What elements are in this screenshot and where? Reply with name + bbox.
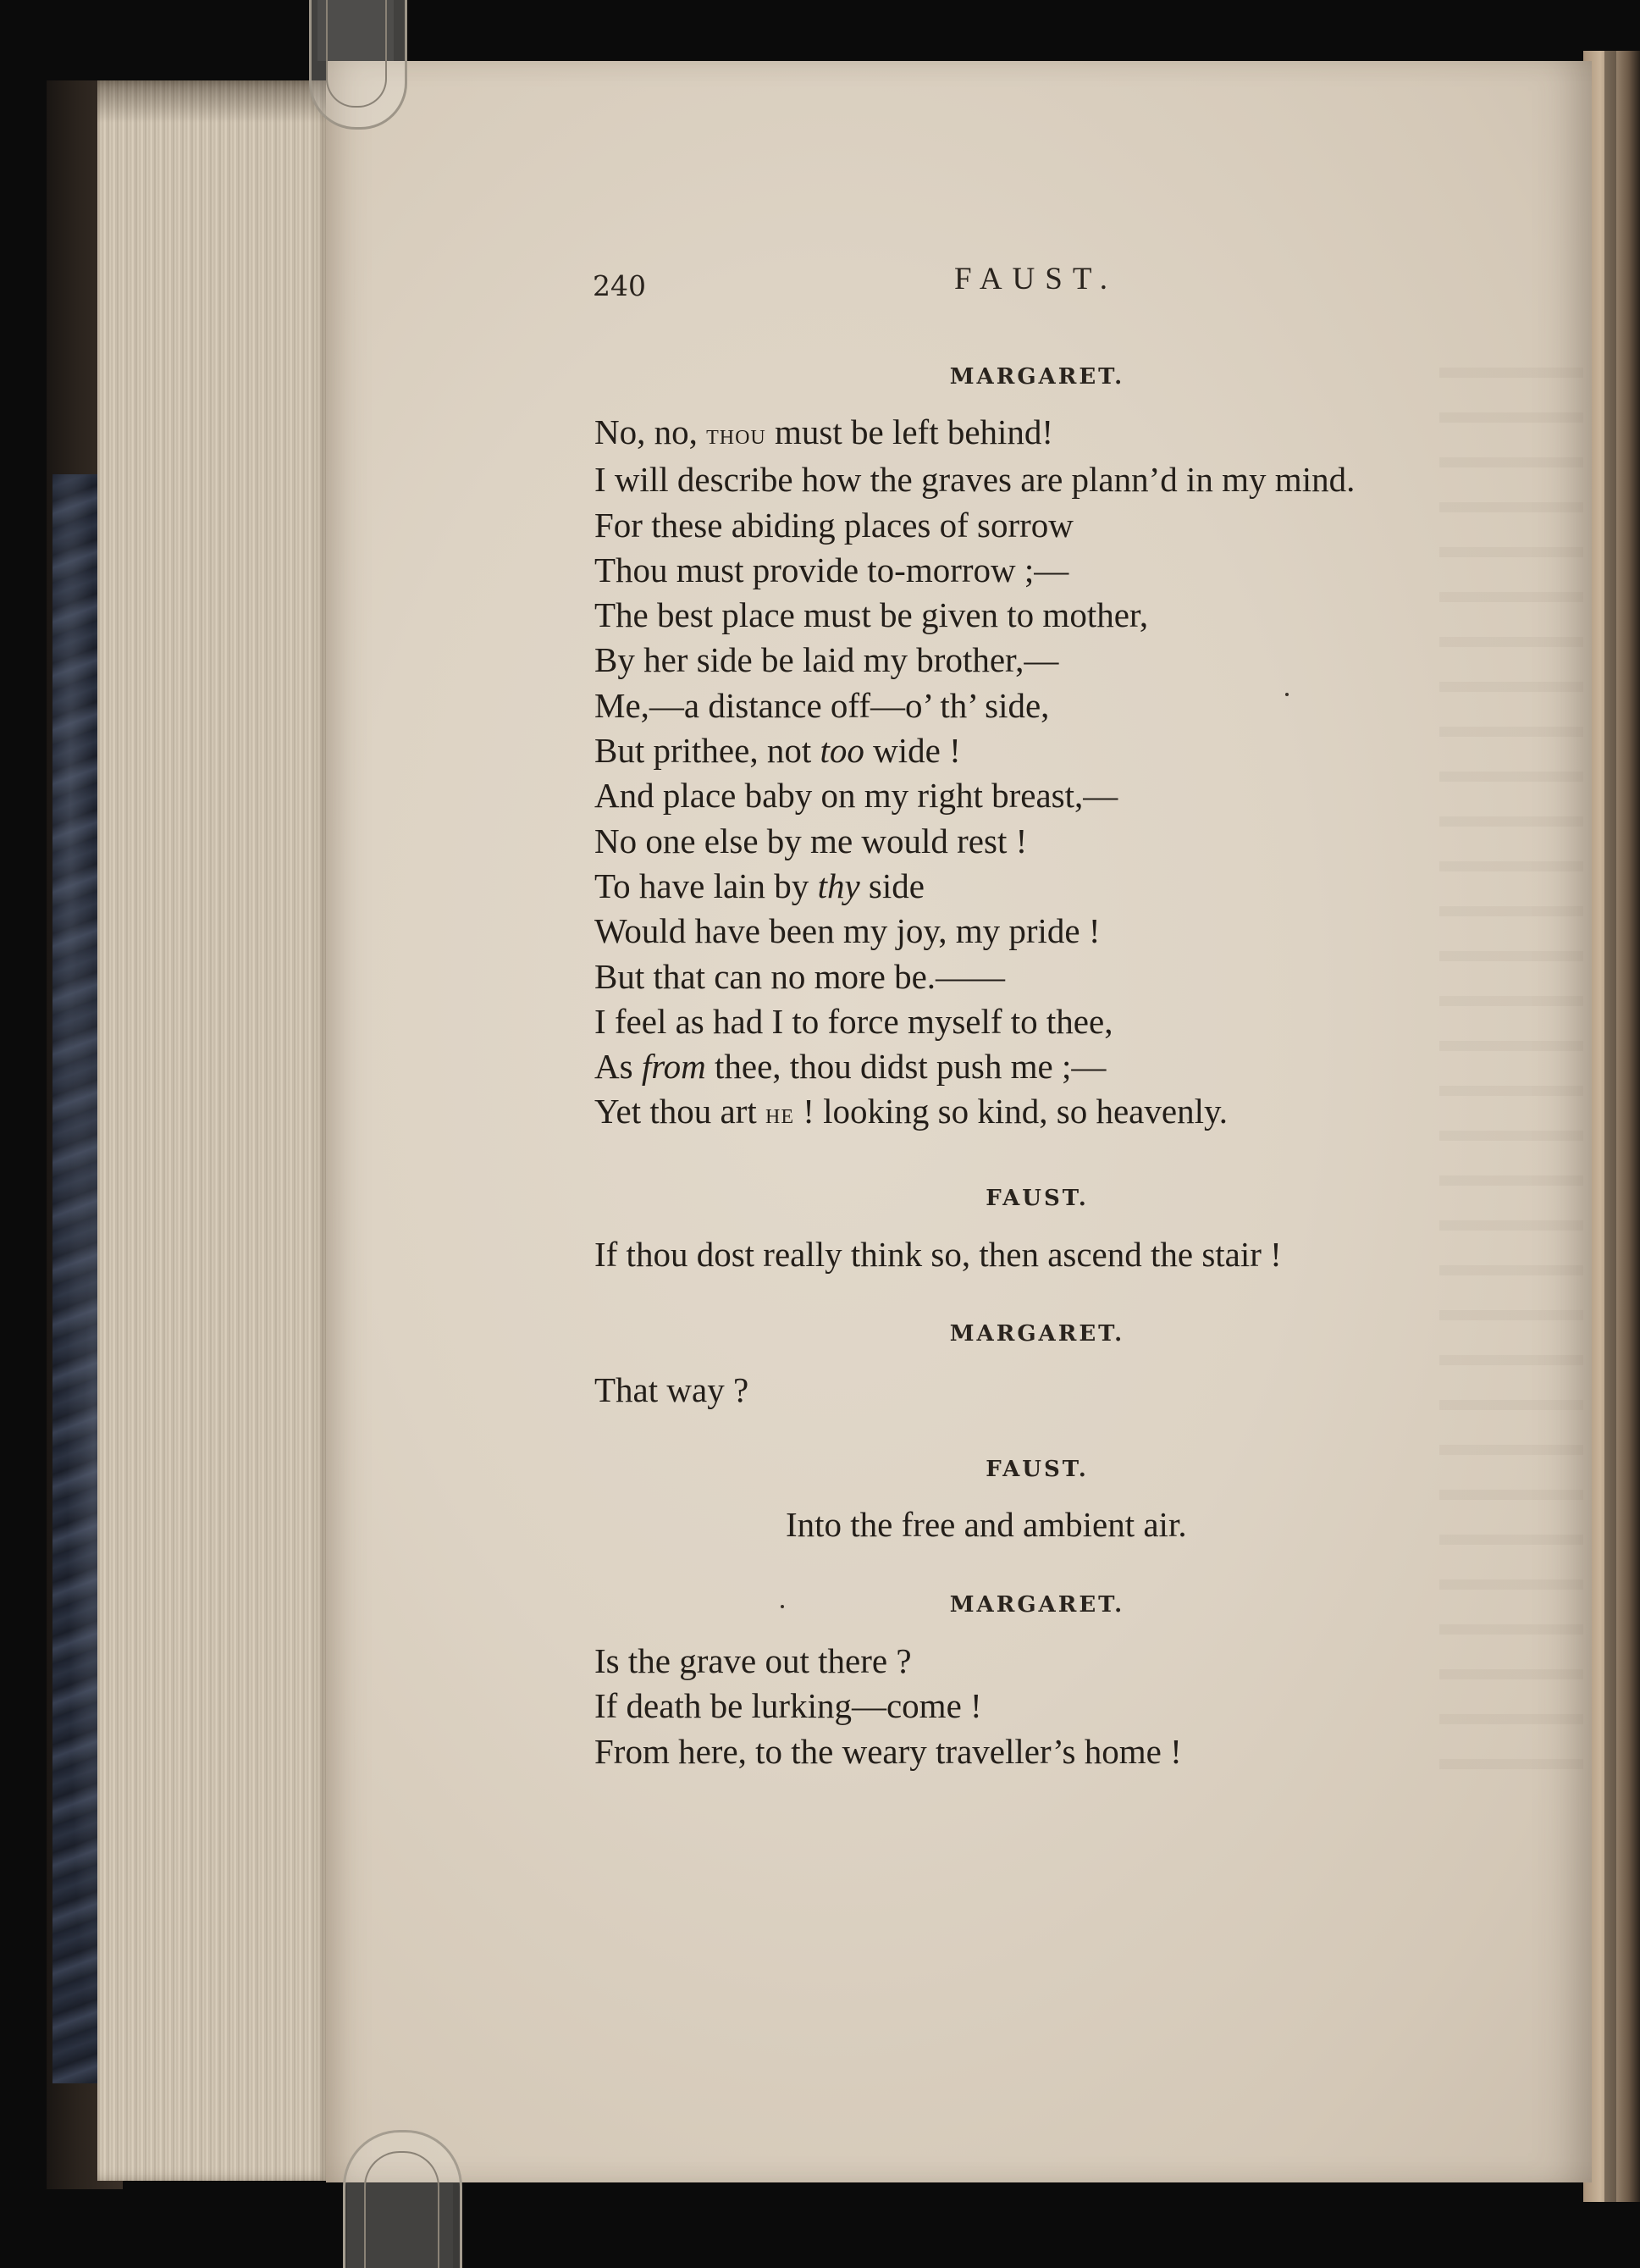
verse-text: Would have been my joy, my pride ! xyxy=(594,911,1101,951)
verse-line xyxy=(594,728,1355,773)
verse-text: Thou must provide to-morrow ;— xyxy=(594,550,1069,589)
verse-text: I feel as had I to force myself to thee, xyxy=(594,1001,1113,1041)
verse-text: side xyxy=(859,866,925,905)
verse-emphasis: too xyxy=(820,731,864,771)
verse-text: For these abiding places of sorrow xyxy=(594,505,1074,545)
verse-text: The best place must be given to mother, xyxy=(594,595,1149,635)
verse-line xyxy=(594,864,1355,909)
verse-line xyxy=(594,638,1355,683)
verse-line xyxy=(594,503,1355,548)
verse-block xyxy=(594,1639,1182,1774)
verse-text: Is the grave out there ? xyxy=(594,1641,912,1680)
verse-text: That way ? xyxy=(594,1370,749,1409)
ink-speck xyxy=(1285,693,1289,696)
verse-text: Yet thou art xyxy=(594,1092,765,1131)
verse-emphasis: from xyxy=(641,1047,706,1087)
verse-text: No, no, xyxy=(594,412,707,451)
verse-line xyxy=(594,1089,1355,1137)
verse-line xyxy=(594,593,1355,638)
gutter-shadow xyxy=(1604,51,1616,2202)
verse-line xyxy=(786,1502,1187,1547)
verse-block xyxy=(594,1368,748,1413)
verse-text: Into the free and ambient air. xyxy=(786,1505,1187,1544)
ink-speck xyxy=(781,1605,784,1608)
verse-line xyxy=(594,1044,1355,1089)
verse-line xyxy=(594,954,1355,999)
verse-text: And place baby on my right breast,— xyxy=(594,776,1118,816)
verse-line xyxy=(594,1368,748,1413)
verse-block xyxy=(594,410,1355,1137)
speaker-heading: MARGARET. xyxy=(949,1592,1125,1618)
verse-text: To have lain by xyxy=(594,866,818,905)
verse-text: But prithee, not xyxy=(594,731,820,771)
verse-line xyxy=(594,410,1355,457)
verse-line xyxy=(594,1729,1182,1774)
verse-line xyxy=(594,773,1355,818)
show-through-text xyxy=(1439,339,1583,1778)
verse-line xyxy=(594,457,1355,502)
verse-line xyxy=(594,1684,1182,1729)
running-title: FAUST. xyxy=(954,262,1118,296)
verse-emphasis: thou xyxy=(706,419,766,451)
page-clip-top-inner xyxy=(326,0,387,108)
verse-text: No one else by me would rest ! xyxy=(594,821,1028,860)
verse-text: ! looking so kind, so heavenly. xyxy=(793,1092,1229,1131)
verse-line xyxy=(594,999,1355,1044)
verse-text: As xyxy=(594,1047,642,1087)
verse-block xyxy=(594,1232,1282,1277)
page-clip-bottom-inner xyxy=(364,2151,439,2268)
verse-text: must be left behind! xyxy=(765,412,1054,451)
verse-block xyxy=(786,1502,1187,1547)
verse-text: I will describe how the graves are plann’d in my mind. xyxy=(594,460,1356,500)
verse-text: thee, thou didst push me ;— xyxy=(705,1047,1107,1087)
verse-text: If thou dost really think so, then ascend the stair ! xyxy=(594,1235,1282,1274)
verse-text: But that can no more be.—— xyxy=(594,956,1006,996)
verse-text: If death be lurking—come ! xyxy=(594,1686,982,1726)
verse-line xyxy=(594,1232,1282,1277)
speaker-heading: MARGARET. xyxy=(949,1321,1125,1347)
verse-line xyxy=(594,683,1355,728)
page-number: 240 xyxy=(593,269,646,302)
verse-text: From here, to the weary traveller’s home ! xyxy=(594,1731,1182,1771)
verse-text: Me,—a distance off—o’ th’ side, xyxy=(594,685,1050,725)
verse-emphasis: thy xyxy=(817,866,860,905)
page-block-edges xyxy=(97,80,330,2181)
speaker-heading: MARGARET. xyxy=(949,364,1125,390)
speaker-heading: FAUST. xyxy=(986,1186,1089,1211)
verse-line xyxy=(594,909,1355,954)
verse-line xyxy=(594,819,1355,864)
verse-text: By her side be laid my brother,— xyxy=(594,640,1059,680)
verse-line xyxy=(594,548,1355,593)
speaker-heading: FAUST. xyxy=(986,1457,1089,1482)
verse-emphasis: he xyxy=(765,1098,794,1131)
verse-line xyxy=(594,1639,1182,1684)
verse-text: wide ! xyxy=(864,731,961,771)
